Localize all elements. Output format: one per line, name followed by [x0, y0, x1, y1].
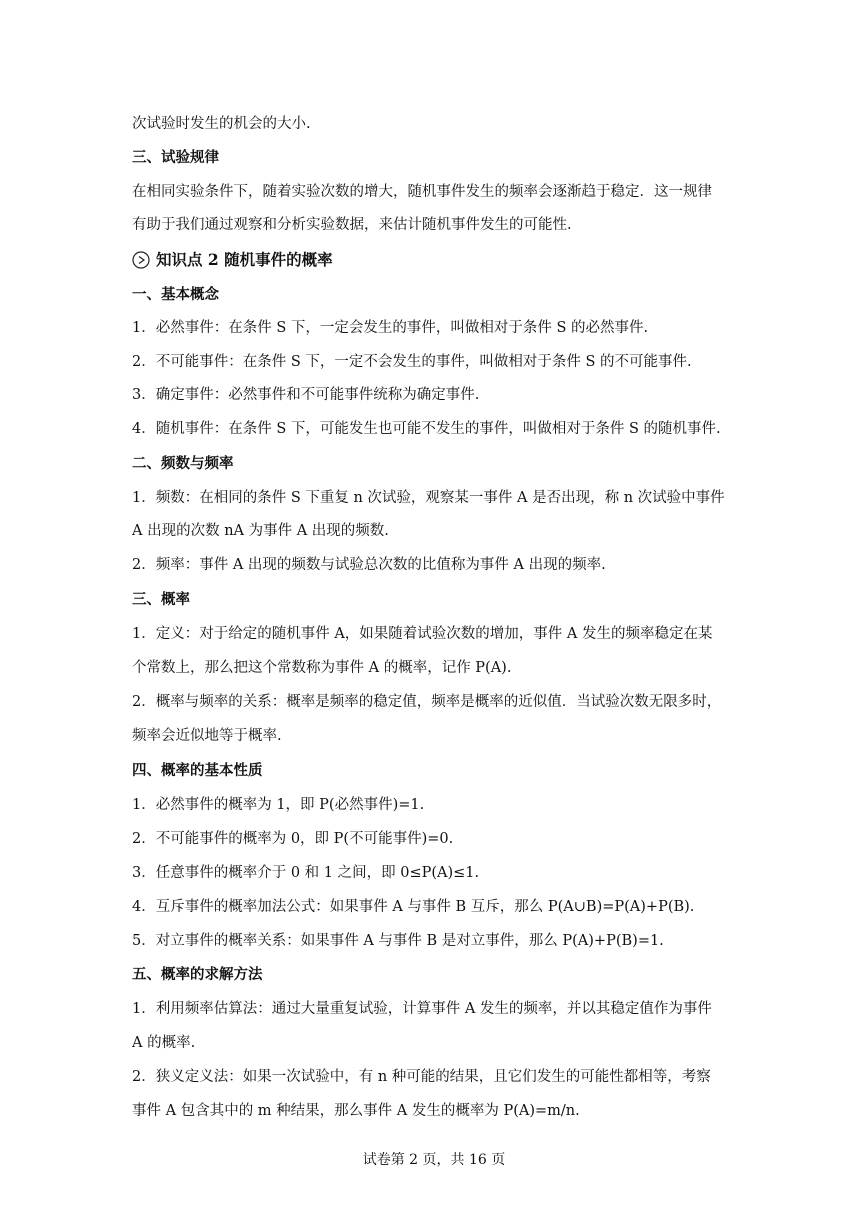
body-line: 有助于我们通过观察和分析实验数据，来估计随机事件发生的可能性. — [132, 217, 572, 233]
body-line: 事件 A 包含其中的 m 种结果，那么事件 A 发生的概率为 P(A)=m/n. — [132, 1103, 580, 1119]
section-heading: 四、概率的基本性质 — [132, 762, 263, 779]
body-line: 4．互斥事件的概率加法公式：如果事件 A 与事件 B 互斥，那么 P(A∪B)=P(A)+P(B). — [132, 899, 695, 915]
body-line: 3．任意事件的概率介于 0 和 1 之间，即 0≤P(A)≤1. — [132, 865, 480, 881]
heading-text: 知识点 2 随机事件的概率 — [156, 250, 333, 269]
section-heading: 五、概率的求解方法 — [132, 966, 263, 983]
section-heading: 一、基本概念 — [132, 286, 219, 303]
body-line: 2．不可能事件：在条件 S 下，一定不会发生的事件，叫做相对于条件 S 的不可能事件. — [132, 354, 692, 370]
body-line: A 的概率. — [132, 1035, 196, 1051]
section-heading: 三、试验规律 — [132, 149, 219, 166]
body-line: 2．不可能事件的概率为 0，即 P(不可能事件)=0. — [132, 831, 454, 847]
body-line: 2．频率：事件 A 出现的频数与试验总次数的比值称为事件 A 出现的频率. — [132, 557, 606, 573]
body-line: 个常数上，那么把这个常数称为事件 A 的概率，记作 P(A). — [132, 660, 512, 676]
body-line: 5．对立事件的概率关系：如果事件 A 与事件 B 是对立事件，那么 P(A)+P(B)=1. — [132, 933, 664, 949]
play-circle-icon — [132, 251, 150, 269]
body-line: 2．狭义定义法：如果一次试验中，有 n 种可能的结果，且它们发生的可能性都相等，考察 — [132, 1069, 711, 1085]
body-line: 1．利用频率估算法：通过大量重复试验，计算事件 A 发生的频率，并以其稳定值作为事件 — [132, 1001, 712, 1017]
body-line: 在相同实验条件下，随着实验次数的增大，随机事件发生的频率会逐渐趋于稳定．这一规律 — [132, 184, 712, 200]
body-line: 2．概率与频率的关系：概率是频率的稳定值，频率是概率的近似值．当试验次数无限多时， — [132, 694, 722, 710]
body-line: 1．频数：在相同的条件 S 下重复 n 次试验，观察某一事件 A 是否出现，称 n 次试验中事件 — [132, 490, 725, 506]
knowledge-point-heading — [132, 250, 752, 270]
body-line: 1．必然事件的概率为 1，即 P(必然事件)=1. — [132, 797, 425, 813]
body-line: A 出现的次数 nA 为事件 A 出现的频数. — [132, 523, 389, 539]
section-heading: 二、频数与频率 — [132, 455, 234, 472]
body-line: 1．必然事件：在条件 S 下，一定会发生的事件，叫做相对于条件 S 的必然事件. — [132, 320, 649, 336]
body-line: 1．定义：对于给定的随机事件 A，如果随着试验次数的增加，事件 A 发生的频率稳定在某 — [132, 626, 713, 642]
body-line: 4．随机事件：在条件 S 下，可能发生也可能不发生的事件，叫做相对于条件 S 的随机事件. — [132, 421, 721, 437]
body-line: 次试验时发生的机会的大小. — [132, 116, 311, 132]
body-line: 3．确定事件：必然事件和不可能事件统称为确定事件. — [132, 387, 480, 403]
body-line: 频率会近似地等于概率. — [132, 728, 282, 744]
section-heading: 三、概率 — [132, 591, 190, 608]
page-footer: 试卷第 2 页，共 16 页 — [362, 1152, 506, 1168]
